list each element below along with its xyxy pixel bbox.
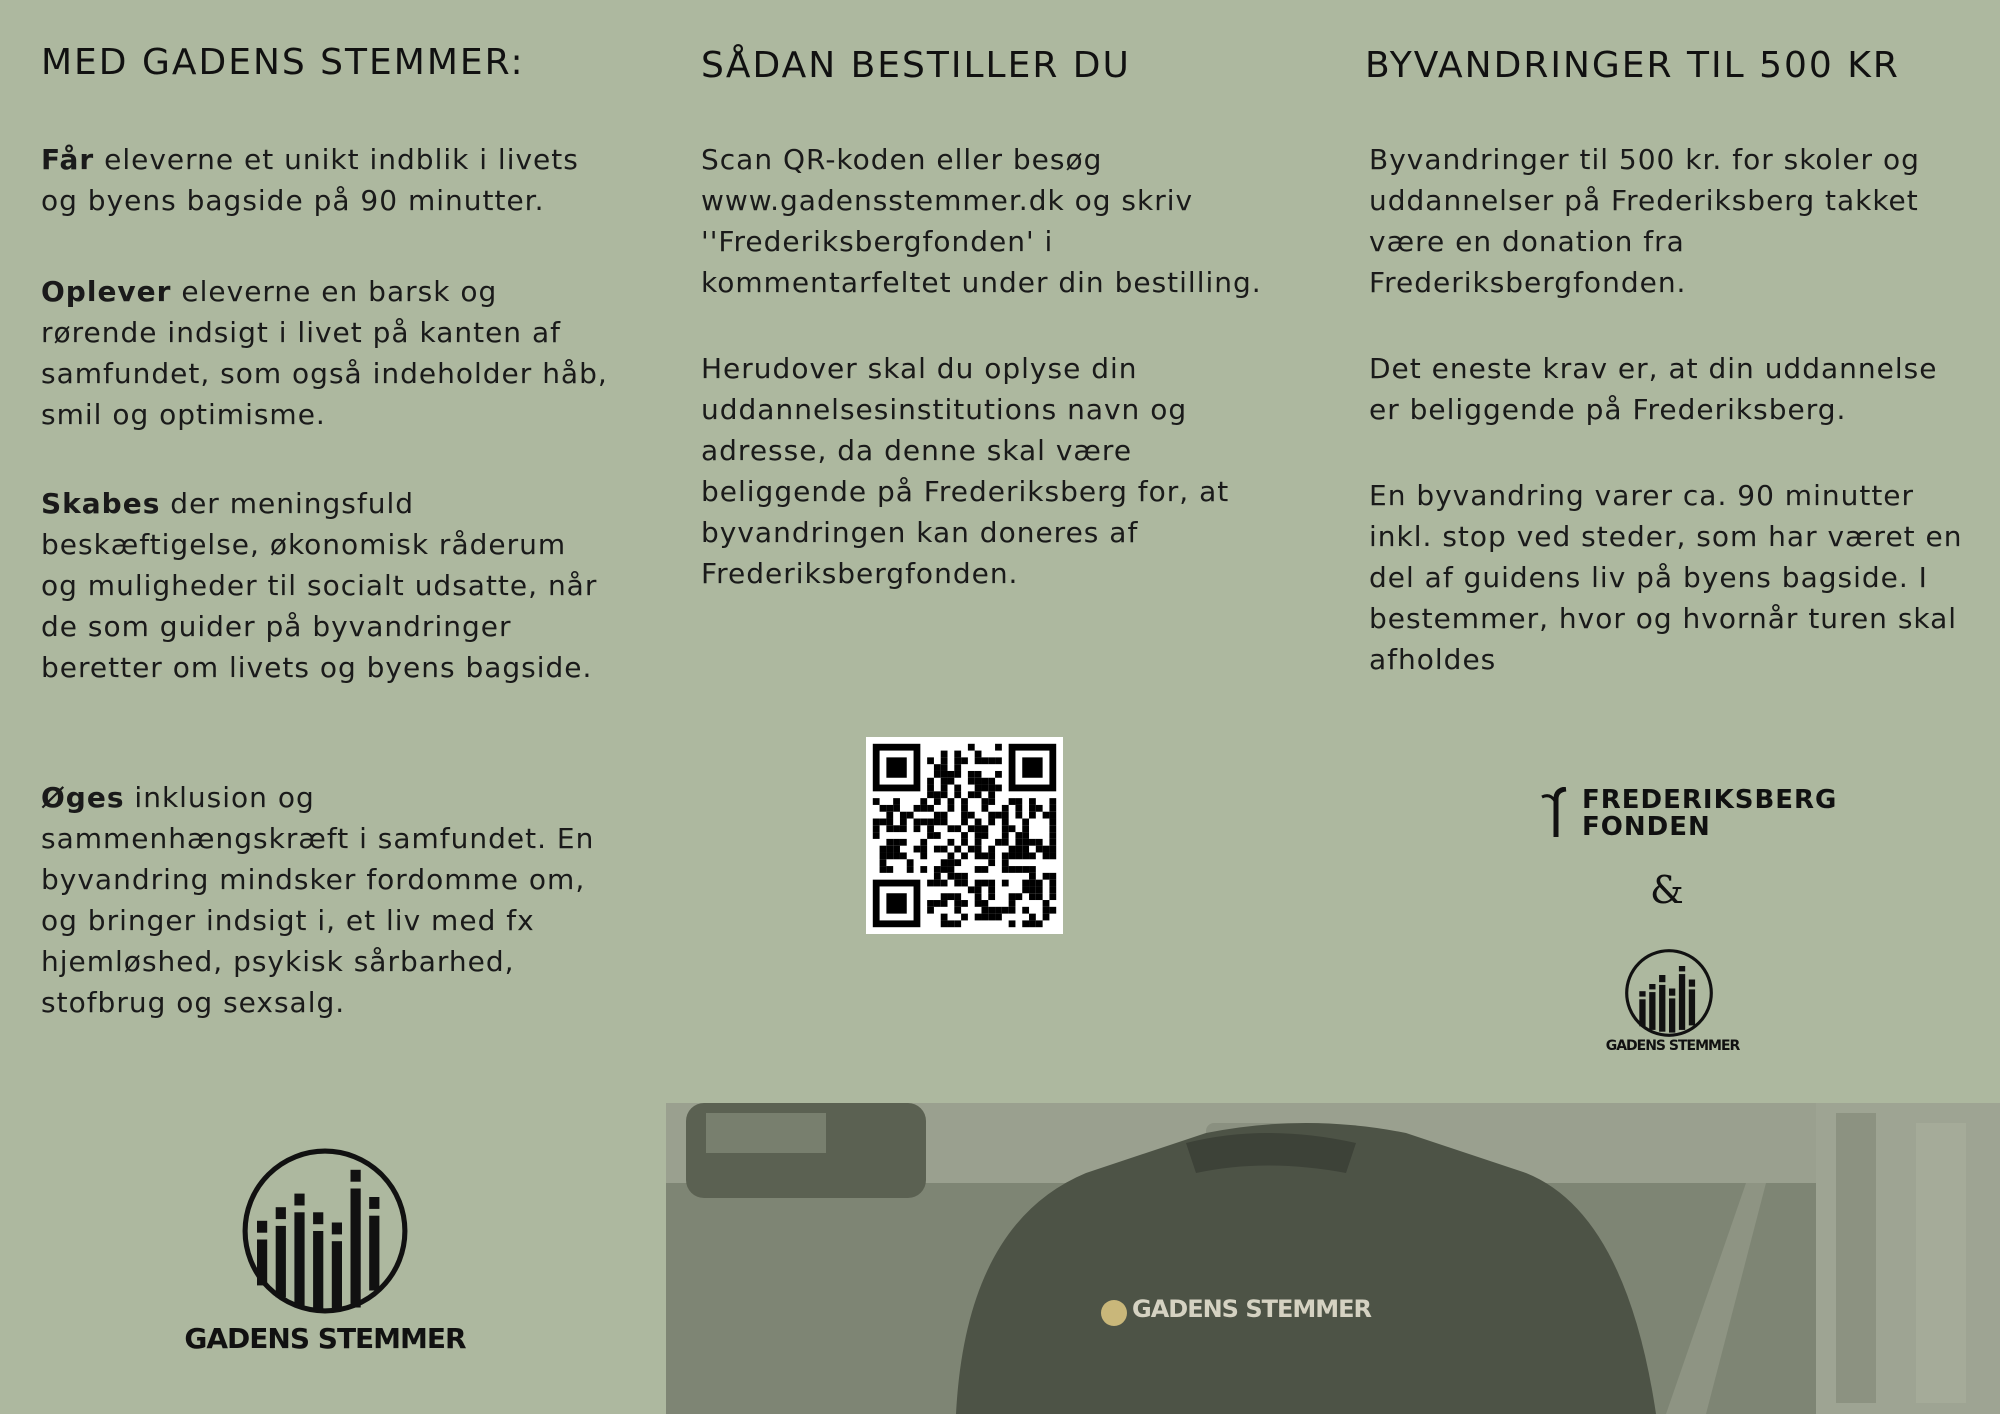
small-gadens-logo bbox=[1596, 948, 1741, 1058]
col1-para-2: Oplever eleverne en barsk og rørende indsigt i livet på kanten af samfundet, som også indeholder håb, smil og optimisme. bbox=[41, 275, 608, 431]
qr-code-pattern bbox=[866, 737, 1063, 934]
fonden-line1: FREDERIKSBERG bbox=[1582, 785, 1838, 815]
col1-para-3: Skabes der meningsfuld beskæftigelse, økonomisk råderum og muligheder til socialt udsatte, når de som guider på byvandringer beretter om livets og byens bagside. bbox=[41, 487, 598, 684]
col3-para-2: Det eneste krav er, at din uddannelse er beliggende på Frederiksberg. bbox=[1369, 352, 1938, 426]
big-gadens-logo bbox=[180, 1146, 470, 1356]
ampersand: & bbox=[1650, 868, 1684, 912]
street-scene-illustration bbox=[666, 1103, 2000, 1414]
guide-photo bbox=[666, 1103, 2000, 1414]
col3-para-3: En byvandring varer ca. 90 minutter inkl. stop ved steder, som har været en del af guidens liv på byens bagside. I bestemmer, hvor og hvornår turen skal afholdes bbox=[1369, 479, 1963, 676]
frederiksbergfonden-logo bbox=[1540, 785, 1838, 845]
col3-para-1: Byvandringer til 500 kr. for skoler og uddannelser på Frederiksberg takket være en donation fra Frederiksbergfonden. bbox=[1369, 143, 1920, 299]
col1-heading: MED GADENS STEMMER: bbox=[41, 42, 525, 83]
small-logo-text: GADENS STEMMER bbox=[1605, 1038, 1740, 1054]
jacket-text: GADENS STEMMER bbox=[1132, 1295, 1372, 1323]
big-logo-text: GADENS STEMMER bbox=[184, 1322, 466, 1355]
leaf-f-icon bbox=[1540, 787, 1570, 839]
fonden-line2: FONDEN bbox=[1582, 812, 1711, 842]
col2-heading: SÅDAN BESTILLER DU bbox=[701, 45, 1131, 86]
gadens-stemmer-emblem-icon bbox=[1624, 948, 1714, 1038]
col1-para-4: Øges inklusion og sammenhængskræft i samfundet. En byvandring mindsker fordomme om, og bringer indsigt i, et liv med fx hjemløshed, psykisk sårbarhed, stofbrug og sexsalg. bbox=[41, 781, 595, 1019]
col3-heading: BYVANDRINGER TIL 500 KR bbox=[1365, 45, 1900, 86]
col1-para-1: Får eleverne et unikt indblik i livets og byens bagside på 90 minutter. bbox=[41, 143, 579, 217]
qr-code[interactable] bbox=[866, 737, 1063, 934]
col2-para-2: Herudover skal du oplyse din uddannelsesinstitutions navn og adresse, da denne skal være beliggende på Frederiksberg for, at byvandringen kan doneres af Frederiksbergfonden. bbox=[701, 352, 1230, 590]
gadens-stemmer-emblem-icon bbox=[240, 1146, 410, 1316]
col2-para-1: Scan QR-koden eller besøg www.gadensstemmer.dk og skriv ''Frederiksbergfonden' i kommentarfeltet under din bestilling. bbox=[701, 143, 1262, 299]
